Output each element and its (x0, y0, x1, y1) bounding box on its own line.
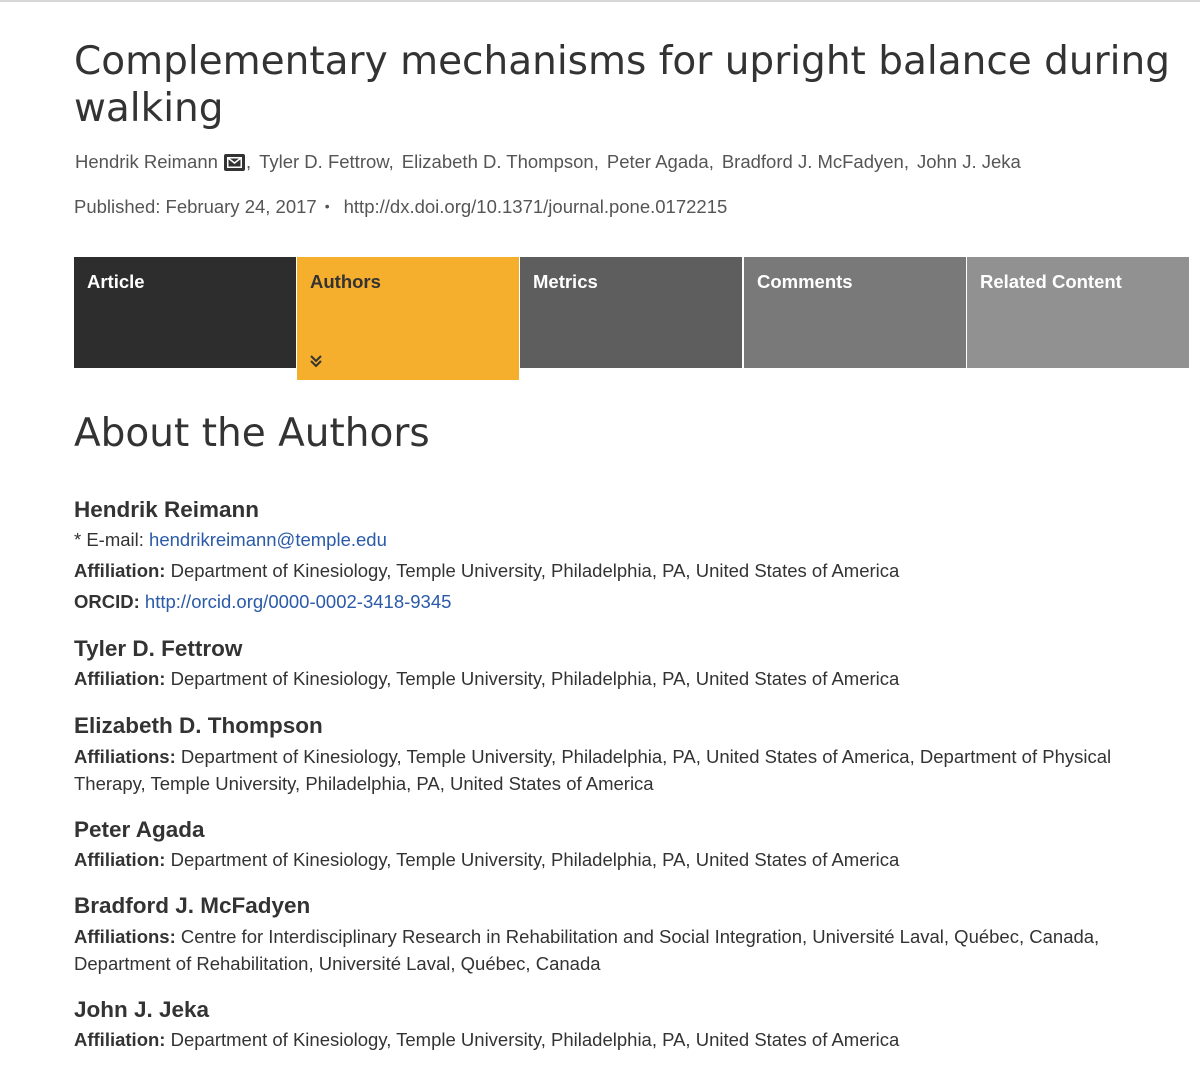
affiliation-text: Department of Kinesiology, Temple University, Philadelphia, PA, United States of America (170, 560, 900, 581)
mail-icon[interactable] (224, 154, 245, 171)
author-link-jeka[interactable]: John J. Jeka (916, 151, 1021, 172)
affiliation-text: Department of Kinesiology, Temple University, Philadelphia, PA, United States of America, Department of Physical Therapy, Temple University, Philadelphia, PA, United States of America (74, 746, 1112, 794)
author-entry-fettrow (74, 635, 1174, 692)
affiliation-row (74, 1027, 1174, 1053)
affiliation-row (74, 743, 1174, 797)
affiliation-label: Affiliations: (74, 926, 176, 947)
doi-link[interactable]: http://dx.doi.org/10.1371/journal.pone.0172215 (343, 196, 728, 217)
author-link-mcfadyen[interactable]: Bradford J. McFadyen (721, 151, 904, 172)
author-name: Peter Agada (74, 817, 205, 842)
tab-metrics[interactable] (520, 257, 742, 368)
affiliation-label: Affiliation: (74, 560, 166, 581)
tab-label: Article (87, 271, 145, 292)
tab-comments[interactable] (744, 257, 966, 368)
affiliation-row (74, 666, 1174, 692)
affiliation-row (74, 847, 1174, 873)
tab-label: Authors (310, 271, 381, 292)
author-name: Tyler D. Fettrow (74, 636, 243, 661)
email-label: * E-mail: (74, 529, 150, 550)
author-separator: , (245, 151, 252, 172)
author-link-reimann[interactable]: Hendrik Reimann (75, 151, 218, 172)
affiliation-label: Affiliation: (74, 668, 166, 689)
tab-label: Metrics (533, 271, 598, 292)
affiliation-label: Affiliation: (74, 849, 166, 870)
author-name: Elizabeth D. Thompson (74, 713, 323, 738)
affiliation-text: Department of Kinesiology, Temple University, Philadelphia, PA, United States of America (170, 1029, 900, 1050)
bullet-separator: • (324, 198, 330, 214)
affiliation-row (74, 923, 1174, 977)
email-row (74, 527, 1174, 553)
email-link[interactable]: hendrikreimann@temple.edu (149, 529, 387, 550)
author-entry-reimann (74, 496, 1174, 615)
orcid-row (74, 589, 1174, 615)
article-tabs (74, 257, 1190, 381)
article-title: Complementary mechanisms for upright balance during walking (74, 39, 1170, 131)
tab-label: Related Content (980, 271, 1122, 292)
author-name: Bradford J. McFadyen (74, 893, 311, 918)
author-entry-agada (74, 816, 1174, 873)
author-separator: , (708, 151, 714, 172)
tab-article[interactable] (74, 257, 296, 368)
author-name: Hendrik Reimann (74, 497, 260, 522)
orcid-label: ORCID: (74, 591, 140, 612)
author-entry-thompson (74, 712, 1174, 797)
affiliation-text: Department of Kinesiology, Temple University, Philadelphia, PA, United States of America (170, 668, 900, 689)
publication-info (74, 194, 727, 219)
double-chevron-down-icon (309, 351, 323, 373)
section-title: About the Authors (74, 411, 430, 456)
orcid-link[interactable]: http://orcid.org/0000-0002-3418-9345 (144, 591, 452, 612)
tab-authors[interactable] (297, 257, 519, 380)
tab-label: Comments (757, 271, 853, 292)
author-separator: , (903, 151, 909, 172)
affiliation-label: Affiliations: (74, 746, 176, 767)
author-separator: , (388, 151, 394, 172)
author-list (75, 150, 1021, 174)
affiliation-text: Centre for Interdisciplinary Research in Rehabilitation and Social Integration, Université Laval, Québec, Canada, Department of Rehabilitation, Université Laval, Québec, Canada (74, 926, 1100, 974)
affiliation-text: Department of Kinesiology, Temple University, Philadelphia, PA, United States of America (170, 849, 900, 870)
affiliation-label: Affiliation: (74, 1029, 166, 1050)
top-rule (0, 0, 1200, 2)
author-name: John J. Jeka (74, 997, 210, 1022)
author-entry-jeka (74, 996, 1174, 1053)
affiliation-row (74, 558, 1174, 584)
tab-related-content[interactable] (967, 257, 1189, 368)
author-link-fettrow[interactable]: Tyler D. Fettrow (259, 151, 389, 172)
author-link-agada[interactable]: Peter Agada (606, 151, 709, 172)
author-separator: , (593, 151, 599, 172)
author-link-thompson[interactable]: Elizabeth D. Thompson (401, 151, 594, 172)
author-entry-mcfadyen (74, 892, 1174, 977)
published-date: Published: February 24, 2017 (74, 196, 317, 217)
